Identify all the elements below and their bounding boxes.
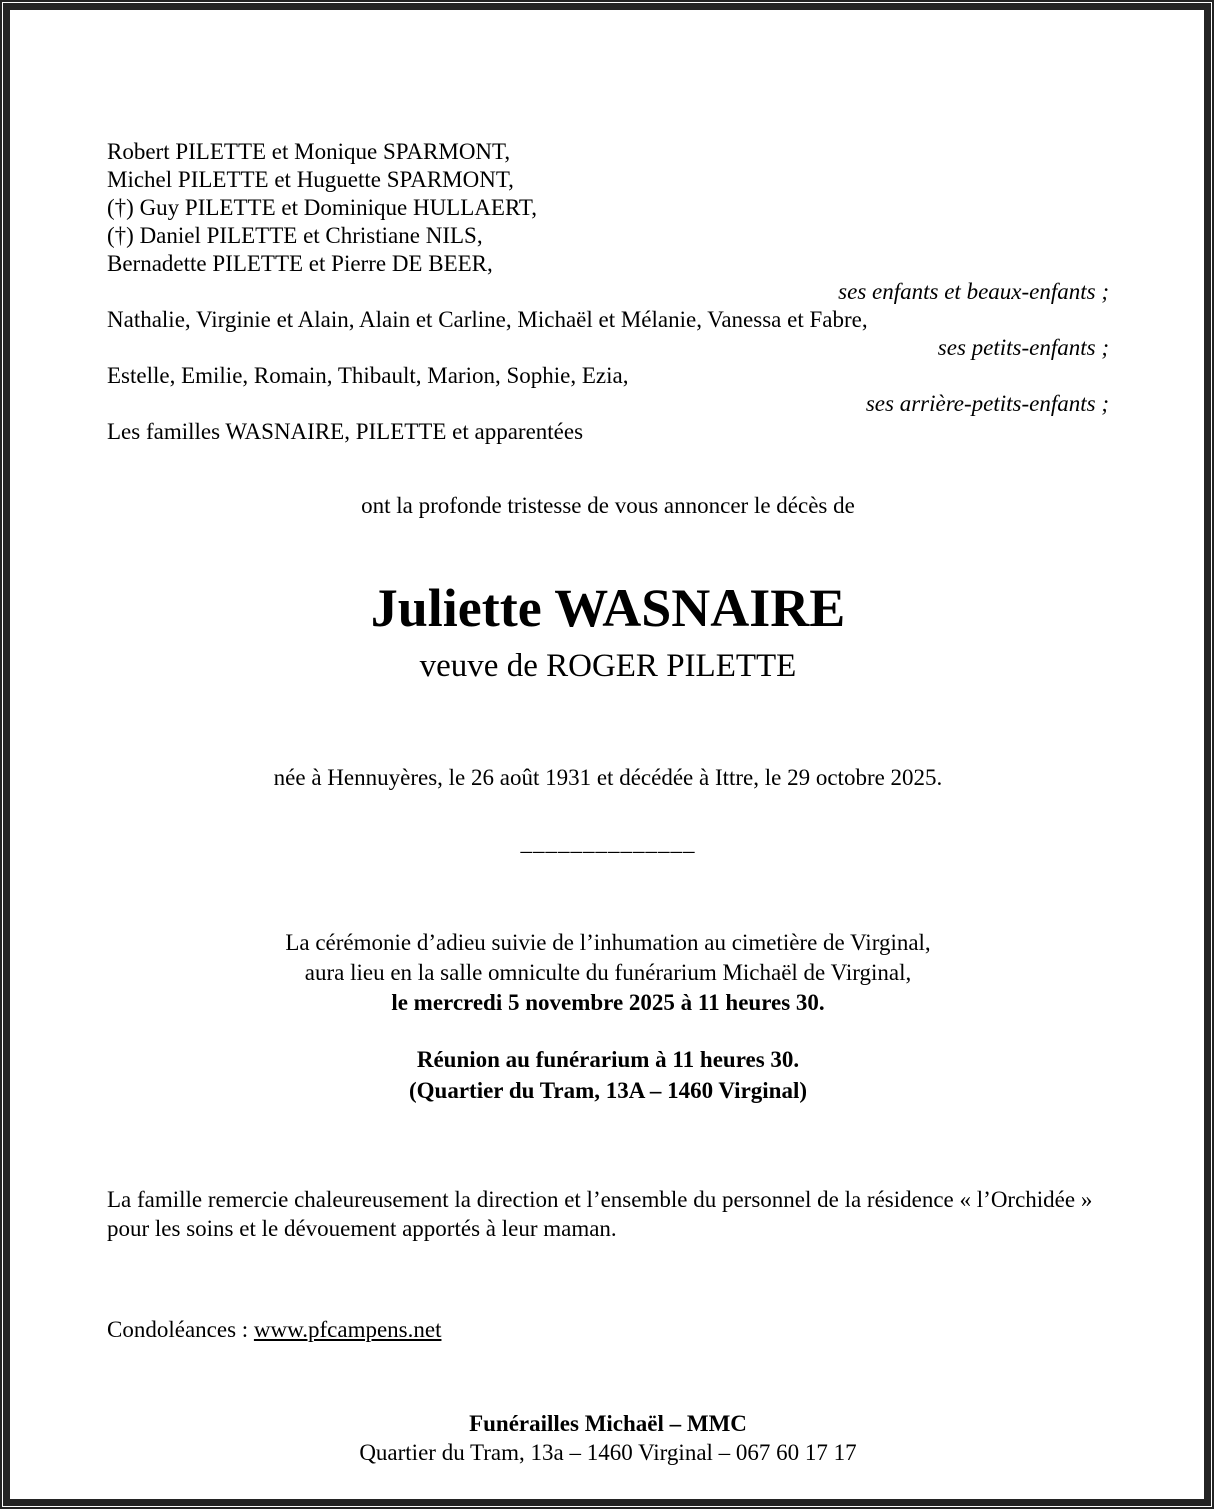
announcement-line: ont la profonde tristesse de vous annoncer le décès de [361,493,855,518]
grandchildren-relation-label: ses petits-enfants ; [937,335,1109,360]
family-line: (†) Guy PILETTE et Dominique HULLAERT, [107,195,537,220]
ceremony-datetime: le mercredi 5 novembre 2025 à 11 heures 30. [391,990,825,1015]
ceremony-line-2: aura lieu en la salle omniculte du funérarium Michaël de Virginal, [304,960,912,985]
meeting-address: (Quartier du Tram, 13A – 1460 Virginal) [408,1078,808,1103]
great-grandchildren-relation-label: ses arrière-petits-enfants ; [865,391,1109,416]
funeral-home-address: Quartier du Tram, 13a – 1460 Virginal – 067 60 17 17 [359,1440,857,1465]
thanks-paragraph: La famille remercie chaleureusement la direction et l’ensemble du personnel de la résidence « l’Orchidée » pour les soins et le dévouement apportés à leur maman. [107,1187,1093,1241]
funeral-home-name: Funérailles Michaël – MMC [469,1411,747,1436]
grandchildren-names: Nathalie, Virginie et Alain, Alain et Carline, Michaël et Mélanie, Vanessa et Fabre, [107,307,868,332]
ceremony-block [107,928,1109,1018]
family-line: Robert PILETTE et Monique SPARMONT, [107,139,511,164]
great-grandchildren-names: Estelle, Emilie, Romain, Thibault, Marion, Sophie, Ezia, [107,363,629,388]
family-line: Michel PILETTE et Huguette SPARMONT, [107,167,514,192]
meeting-block [107,1044,1109,1106]
life-dates-line: née à Hennuyères, le 26 août 1931 et décédée à Ittre, le 29 octobre 2025. [273,765,943,790]
meeting-line: Réunion au funérarium à 11 heures 30. [416,1047,800,1072]
widow-line: veuve de ROGER PILETTE [419,648,797,684]
ceremony-line-1: La cérémonie d’adieu suivie de l’inhumation au cimetière de Virginal, [285,930,931,955]
funeral-home-block [107,1409,1109,1467]
notice-content [10,10,1204,1499]
families-line: Les familles WASNAIRE, PILETTE et apparentées [107,419,584,444]
condolences-line [107,1316,1109,1344]
section-divider: ______________ [520,830,696,855]
condolences-label: Condoléances : [107,1317,249,1342]
deceased-name: Juliette WASNAIRE [370,578,846,638]
condolences-link[interactable]: www.pfcampens.net [253,1317,442,1342]
children-relation-label: ses enfants et beaux-enfants ; [838,279,1109,304]
family-line: (†) Daniel PILETTE et Christiane NILS, [107,223,483,248]
decorative-frame [3,3,1211,1506]
family-line: Bernadette PILETTE et Pierre DE BEER, [107,251,493,276]
family-block [107,138,1109,446]
